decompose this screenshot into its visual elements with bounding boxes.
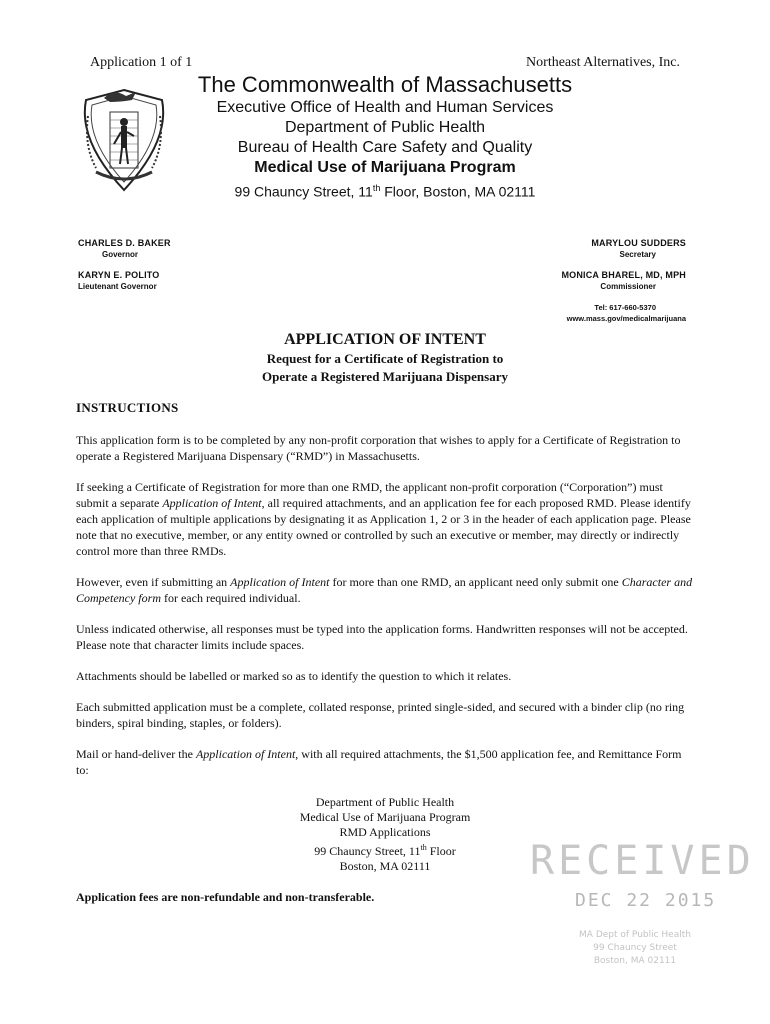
massachusetts-seal-icon <box>74 86 174 196</box>
address-line-1: Department of Public Health <box>315 795 455 809</box>
instructions-paragraph-1: This application form is to be completed by any non-profit corporation that wishes to apply for a Certificate of Registration to operate a Registered Marijuana Dispensary (“RMD”) in Massachusetts. <box>76 433 681 463</box>
official-commissioner: MONICA BHAREL, MD, MPH Commissioner <box>561 270 686 291</box>
document-title-block <box>0 330 770 386</box>
instructions-paragraph-5: Attachments should be labelled or marked so as to identify the question to which it relates. <box>76 669 512 683</box>
document-subtitle-1: Request for a Certificate of Registration to <box>266 351 504 366</box>
address-line-2: Medical Use of Marijuana Program <box>299 810 471 824</box>
document-subtitle-2: Operate a Registered Marijuana Dispensary <box>261 369 508 384</box>
left-officials <box>78 238 278 302</box>
bureau-name: Bureau of Health Care Safety and Quality <box>237 139 533 156</box>
address-line-4: 99 Chauncy Street, 11th Floor <box>314 843 456 858</box>
official-secretary: MARYLOU SUDDERS Secretary <box>591 238 686 259</box>
stamp-line-3: Boston, MA 02111 <box>593 956 677 966</box>
fee-note: Application fees are non-refundable and non-transferable. <box>76 890 375 904</box>
agency-header <box>190 72 580 202</box>
commonwealth-title: The Commonwealth of Massachusetts <box>197 72 573 97</box>
received-stamp <box>525 838 755 978</box>
stamp-date: DEC 22 2015 <box>575 890 717 911</box>
address-line-3: RMD Applications <box>339 825 431 839</box>
instructions-paragraph-6: Each submitted application must be a complete, collated response, printed single-sided, and secured with a binder clip (no ring binders, spiral binding, staples, or folders). <box>76 700 685 730</box>
instructions-paragraph-2: If seeking a Certificate of Registration for more than one RMD, the applicant non-profit corporation (“Corporation”) must submit a separate Application of Intent, all required attachments, and an application fee for each proposed RMD. Please identify each application of multiple applications by designating it as Application 1, 2 or 3 in the header of each application page. Please note that no executive, member, or any entity owned or controlled by such an executive or member, may directly or indirectly control more than three RMDs. <box>76 480 691 558</box>
department-name: Department of Public Health <box>284 119 486 136</box>
stamp-line-2: 99 Chauncy Street <box>593 943 677 953</box>
stamp-received-word: RECEIVED <box>530 838 755 884</box>
office-name: Executive Office of Health and Human Services <box>216 99 554 116</box>
instructions-paragraph-3: However, even if submitting an Application of Intent for more than one RMD, an applicant need only submit one Character and Competency form for each required individual. <box>76 575 693 605</box>
instructions-section <box>76 400 696 793</box>
contact-info <box>466 302 686 324</box>
instructions-paragraph-7: Mail or hand-deliver the Application of Intent, with all required attachments, the $1,500 application fee, and Remittance Form to: <box>76 747 682 777</box>
right-officials <box>466 238 686 324</box>
company-name: Northeast Alternatives, Inc. <box>526 55 680 70</box>
instructions-heading: INSTRUCTIONS <box>76 400 179 415</box>
program-name: Medical Use of Marijuana Program <box>254 159 516 176</box>
telephone: Tel: 617-660-5370 <box>594 303 656 312</box>
application-count: Application 1 of 1 <box>90 55 193 70</box>
instructions-paragraph-4: Unless indicated otherwise, all responses must be typed into the application forms. Handwritten responses will not be accepted. Please note that character limits include spaces. <box>76 622 688 652</box>
website-link[interactable]: www.mass.gov/medicalmarijuana <box>566 314 686 323</box>
official-lieutenant-governor: KARYN E. POLITO Lieutenant Governor <box>78 270 160 291</box>
address-line-5: Boston, MA 02111 <box>339 859 431 873</box>
document-title: APPLICATION OF INTENT <box>284 331 486 348</box>
stamp-line-1: MA Dept of Public Health <box>579 930 691 940</box>
official-governor: CHARLES D. BAKER Governor <box>78 238 171 259</box>
agency-address: 99 Chauncy Street, 11th Floor, Boston, MA 02111 <box>234 183 536 200</box>
